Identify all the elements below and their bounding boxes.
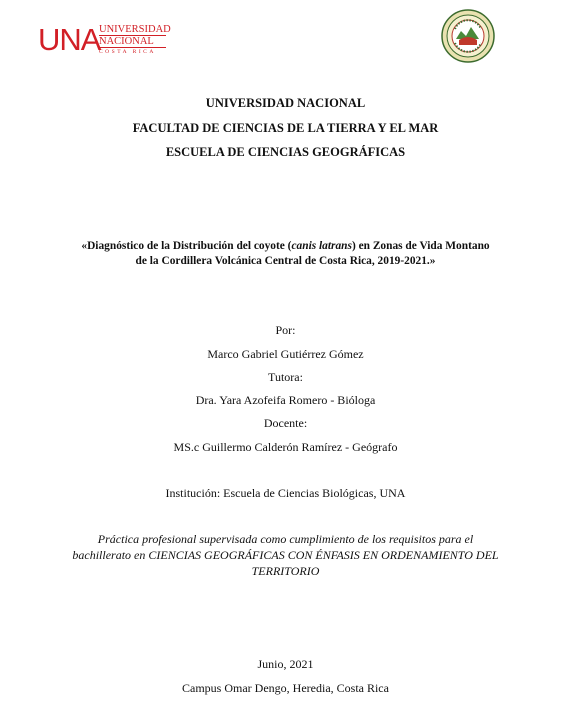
tutor-label: Tutora: (268, 370, 303, 384)
practice-line1: Práctica profesional supervisada como cumplimiento de los requisitos para el (97, 532, 474, 546)
una-logo-line2: NACIONAL (99, 36, 166, 48)
una-logo-line1: UNIVERSIDAD (99, 24, 171, 35)
place-line: Campus Omar Dengo, Heredia, Costa Rica (182, 681, 389, 695)
una-logo-letters: UNA (38, 22, 101, 57)
practice-line3: TERRITORIO (251, 564, 320, 578)
thesis-title-post: ) en Zonas de Vida Montano (351, 240, 490, 252)
practice-line2: bachillerato en CIENCIAS GEOGRÁFICAS CON ÉNFASIS EN ORDENAMIENTO DEL (72, 548, 499, 562)
una-logo-text (99, 24, 171, 56)
date-line: Junio, 2021 (257, 657, 314, 671)
una-logo-line3: COSTA RICA (99, 49, 156, 55)
author-label: Por: (275, 323, 296, 337)
thesis-title-species: canis latrans (291, 240, 352, 252)
university-heading: UNIVERSIDAD NACIONAL (205, 96, 366, 110)
author-name: Marco Gabriel Gutiérrez Gómez (207, 347, 364, 361)
teacher-label: Docente: (263, 416, 308, 430)
una-logo (38, 22, 171, 58)
tutor-name: Dra. Yara Azofeifa Romero - Bióloga (195, 393, 376, 407)
school-heading: ESCUELA DE CIENCIAS GEOGRÁFICAS (165, 145, 406, 159)
teacher-name: MS.c Guillermo Calderón Ramírez - Geógrafo (173, 440, 398, 454)
faculty-heading: FACULTAD DE CIENCIAS DE LA TIERRA Y EL MAR (132, 121, 439, 135)
thesis-title-line2: de la Cordillera Volcánica Central de Costa Rica, 2019-2021.» (135, 255, 436, 267)
thesis-title-line1 (0, 240, 571, 252)
institution-line: Institución: Escuela de Ciencias Biológicas, UNA (165, 486, 406, 500)
thesis-title-pre: «Diagnóstico de la Distribución del coyote ( (81, 240, 292, 252)
university-seal-icon (441, 9, 495, 63)
